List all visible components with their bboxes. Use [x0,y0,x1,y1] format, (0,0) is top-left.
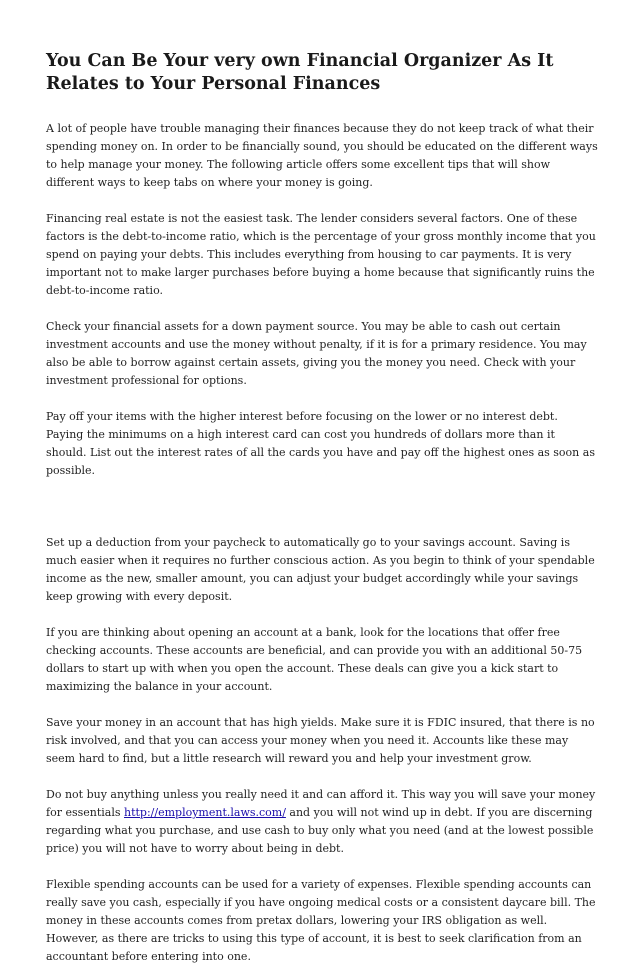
employment-laws-link[interactable]: http://employment.laws.com/ [124,806,286,819]
paragraph-checking-accounts: If you are thinking about opening an account at a bank, look for the locations that offer free checking accounts. These accounts are beneficial, and can provide you with an additional 50-75 dollars to start up with when you open the account. These deals can give you a kick start to maximizing the balance in your account. [46,626,583,693]
paragraph-intro: A lot of people have trouble managing their finances because they do not keep track of what their spending money on. In order to be financially sound, you should be educated on the different ways to help manage your money. The following article offers some excellent tips that will show different ways to keep tabs on where your money is going. [46,122,598,189]
article-title: You Can Be Your very own Financial Organizer As It Relates to Your Personal Finances [46,51,554,94]
paragraph-financial-assets: Check your financial assets for a down payment source. You may be able to cash out certain investment accounts and use the money without penalty, if it is for a primary residence. You may also be able to borrow against certain assets, giving you the money you need. Check with your investment professional for options. [46,320,587,387]
paragraph-interest-debt: Pay off your items with the higher interest before focusing on the lower or no interest debt. Paying the minimums on a high interest card can cost you hundreds of dollars more than it should. List out the interest rates of all the cards you have and pay off the highest ones as soon as possible. [46,410,595,477]
paragraph-essentials [46,786,598,858]
essentials-text-before: Do not buy anything unless you really need it and can afford it. This way you will save your money for essentials [46,788,596,819]
paragraph-high-yields: Save your money in an account that has high yields. Make sure it is FDIC insured, that there is no risk involved, and that you can access your money when you need it. Accounts like these may seem hard to find, but a little research will reward you and help your investment grow. [46,716,595,765]
paragraph-real-estate: Financing real estate is not the easiest task. The lender considers several factors. One of these factors is the debt-to-income ratio, which is the percentage of your gross monthly income that you spend on paying your debts. This includes everything from housing to car payments. It is very important not to make larger purchases before buying a home because that significantly ruins the debt-to-income ratio. [46,212,596,297]
essentials-text-after: and you will not wind up in debt. If you are discerning regarding what you purchase, and use cash to buy only what you need (and at the lowest possible price) you will not have to worry about being in debt. [46,806,594,855]
paragraph-flexible-spending: Flexible spending accounts can be used for a variety of expenses. Flexible spending accounts can really save you cash, especially if you have ongoing medical costs or a consistent daycare bill. The money in these accounts comes from pretax dollars, lowering your IRS obligation as well. However, as there are tricks to using this type of account, it is best to seek clarification from an accountant before entering into one. [46,878,596,963]
paragraph-paycheck-deduction: Set up a deduction from your paycheck to automatically go to your savings account. Saving is much easier when it requires no further conscious action. As you begin to think of your spendable income as the new, smaller amount, you can adjust your budget accordingly while your savings keep growing with every deposit. [46,536,595,603]
